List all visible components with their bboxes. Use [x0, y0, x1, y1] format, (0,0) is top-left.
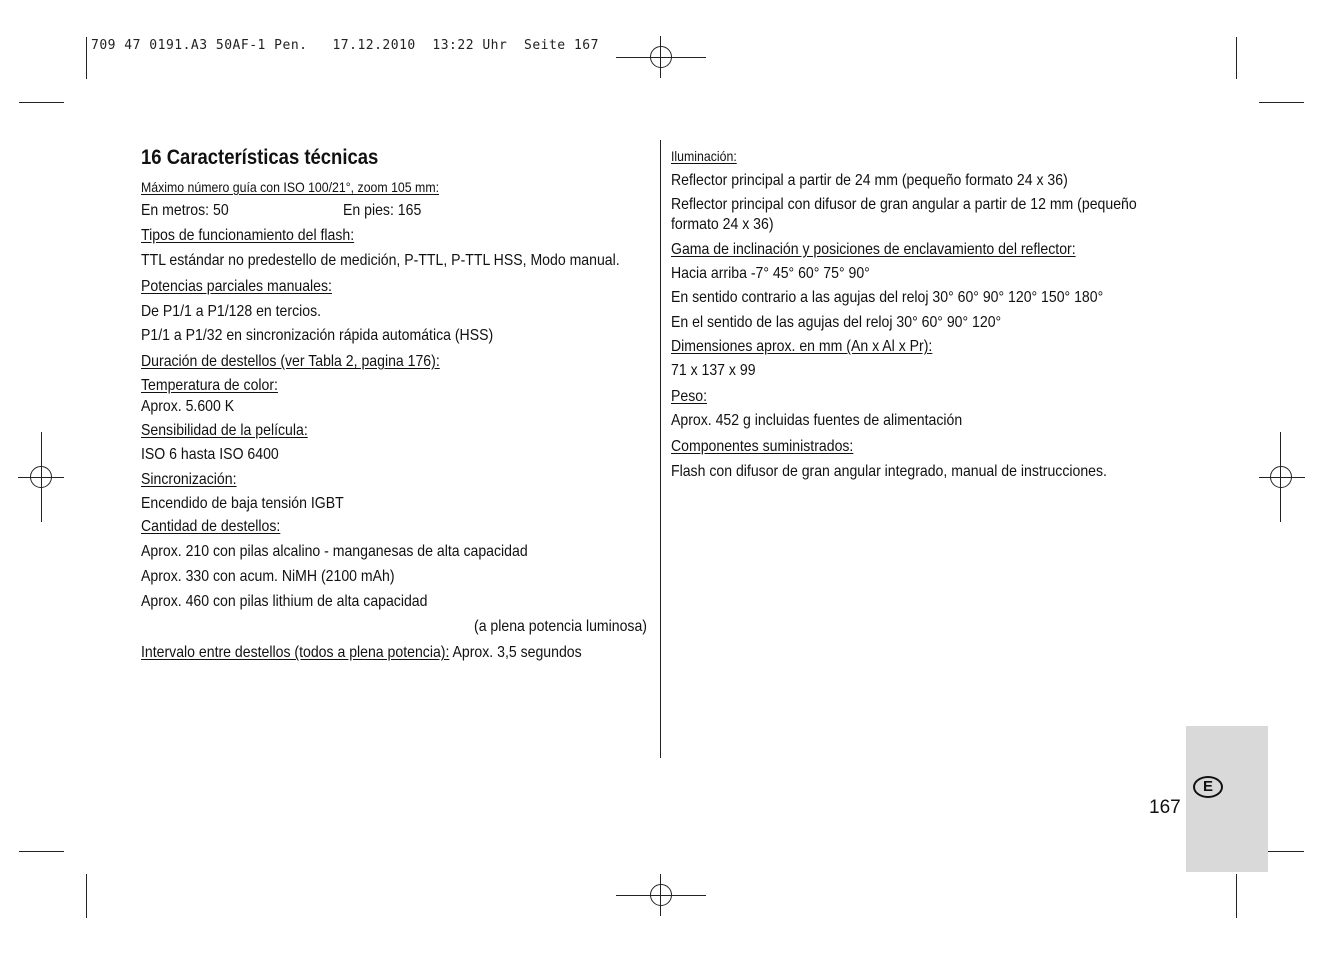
weight-value: Aprox. 452 g incluidas fuentes de alimentación	[671, 412, 963, 429]
flash-count-3: Aprox. 460 con pilas lithium de alta capacidad	[141, 593, 428, 610]
sync-value: Encendido de baja tensión IGBT	[141, 495, 344, 512]
crop-mark	[19, 102, 64, 103]
flash-count-1: Aprox. 210 con pilas alcalino - manganesas de alta capacidad	[141, 543, 528, 560]
column-divider	[660, 140, 661, 758]
guide-number-meters: En metros: 50	[141, 202, 229, 219]
page-number: 167	[1149, 797, 1181, 818]
language-tab	[1186, 726, 1268, 872]
components-value: Flash con difusor de gran angular integrado, manual de instrucciones.	[671, 463, 1107, 480]
dimensions-value: 71 x 137 x 99	[671, 362, 756, 379]
illumination-1: Reflector principal a partir de 24 mm (pequeño formato 24 x 36)	[671, 172, 1068, 189]
crop-mark	[19, 851, 64, 852]
tilt-1: Hacia arriba -7° 45° 60° 75° 90°	[671, 265, 870, 282]
tilt-label: Gama de inclinación y posiciones de enclavamiento del reflector:	[671, 241, 1076, 258]
flash-count-note: (a plena potencia luminosa)	[474, 618, 647, 635]
sync-label: Sincronización:	[141, 471, 237, 488]
crop-mark	[1259, 102, 1304, 103]
duration-label: Duración de destellos (ver Tabla 2, pagina 176):	[141, 353, 440, 370]
tilt-3: En el sentido de las agujas del reloj 30° 60° 90° 120°	[671, 314, 1002, 331]
language-tab-letter: E	[1193, 776, 1223, 798]
color-temp-value: Aprox. 5.600 K	[141, 398, 235, 415]
modes-value: TTL estándar no predestello de medición, P-TTL, P-TTL HSS, Modo manual.	[141, 252, 620, 269]
components-label: Componentes suministrados:	[671, 438, 854, 455]
interval-value: Aprox. 3,5 segundos	[449, 644, 582, 661]
interval-row	[141, 644, 582, 662]
crop-mark	[1236, 37, 1237, 79]
flash-count-label: Cantidad de destellos:	[141, 518, 281, 535]
illumination-label: Iluminación:	[671, 148, 737, 164]
print-header: 709 47 0191.A3 50AF-1 Pen. 17.12.2010 13:22 Uhr Seite 167	[91, 38, 599, 53]
modes-label: Tipos de funcionamiento del flash:	[141, 227, 355, 244]
partial-power-2: P1/1 a P1/32 en sincronización rápida automática (HSS)	[141, 327, 494, 344]
film-speed-value: ISO 6 hasta ISO 6400	[141, 446, 279, 463]
crop-mark	[86, 874, 87, 918]
weight-label: Peso:	[671, 388, 708, 405]
partial-power-label: Potencias parciales manuales:	[141, 278, 332, 295]
illumination-2b: formato 24 x 36)	[671, 216, 774, 233]
illumination-2a: Reflector principal con difusor de gran angular a partir de 12 mm (pequeño	[671, 196, 1137, 213]
section-title: 16 Características técnicas	[141, 146, 379, 169]
tilt-2: En sentido contrario a las agujas del reloj 30° 60° 90° 120° 150° 180°	[671, 289, 1104, 306]
dimensions-label: Dimensiones aprox. en mm (An x Al x Pr):	[671, 338, 933, 355]
guide-number-feet: En pies: 165	[343, 202, 422, 219]
crop-mark	[86, 37, 87, 79]
partial-power-1: De P1/1 a P1/128 en tercios.	[141, 303, 322, 320]
crop-mark	[1236, 874, 1237, 918]
interval-label: Intervalo entre destellos (todos a plena potencia):	[141, 644, 450, 661]
color-temp-label: Temperatura de color:	[141, 377, 278, 394]
guide-number-label: Máximo número guía con ISO 100/21°, zoom 105 mm:	[141, 179, 440, 195]
film-speed-label: Sensibilidad de la película:	[141, 422, 308, 439]
flash-count-2: Aprox. 330 con acum. NiMH (2100 mAh)	[141, 568, 395, 585]
